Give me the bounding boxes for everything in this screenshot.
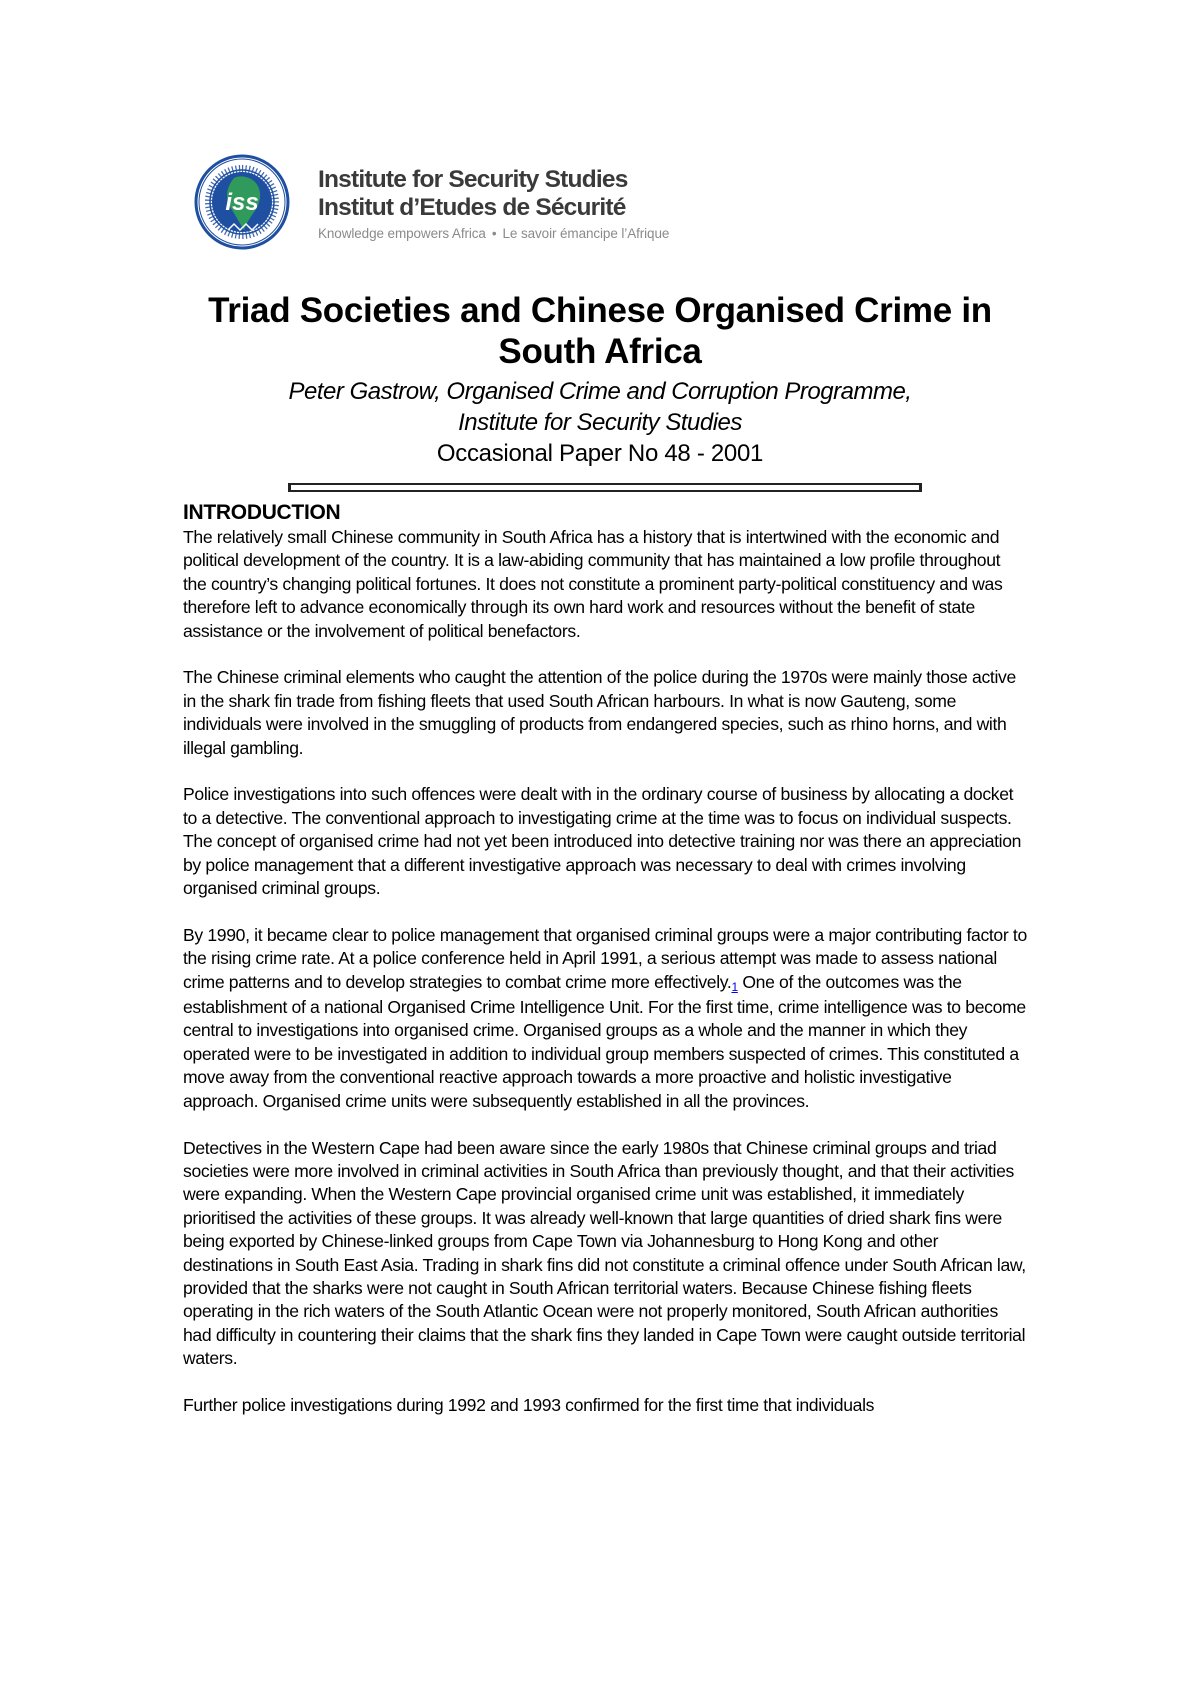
tagline-french: Le savoir émancipe l’Afrique — [502, 226, 670, 241]
institute-logo-block — [194, 150, 754, 250]
paragraph-4-part-1: By 1990, it became clear to police management that organised criminal groups were a major contributing factor to the rising crime rate. At a police conference held in April 1991, a serious attempt was made to assess national crime patterns and to develop strategies to combat crime more effectively. — [183, 924, 1027, 992]
series-line: Occasional Paper No 48 - 2001 — [436, 440, 764, 467]
tagline-separator-icon: • — [491, 226, 497, 241]
paragraph-1: The relatively small Chinese community in South Africa has a history that is intertwined with the economic and political development of the country. It is a law-abiding community that has maintained a low profile throughout the country’s changing political fortunes. It does not constitute a prominent party-political constituency and was therefore left to advance economically through its own hard work and resources without the benefit of state assistance or the involvement of political benefactors. — [183, 527, 1003, 641]
footnote-link-1[interactable]: 1 — [731, 979, 738, 994]
document-title: Triad Societies and Chinese Organised Crime in South Africa — [208, 291, 992, 371]
author-line-2: Institute for Security Studies — [458, 409, 742, 436]
organisation-names — [318, 166, 748, 244]
author-line — [160, 376, 1040, 438]
paragraph-4 — [183, 924, 1028, 1113]
org-name-english: Institute for Security Studies — [318, 166, 628, 193]
paragraph-4-part-2: One of the outcomes was the establishment of a national Organised Crime Intelligence Unit. For the first time, crime intelligence was to become central to investigations into organised crime. Organised groups as a whole and the manner in which they operated were to be investigated in addition to individual group members suspected of crimes. This constituted a move away from the conventional reactive approach towards a more proactive and holistic investigative approach. Organised crime units were subsequently established in all the provinces. — [183, 971, 1026, 1111]
document-body — [183, 500, 1028, 1441]
tagline-english: Knowledge empowers Africa — [318, 226, 486, 241]
title-divider — [288, 483, 922, 492]
paragraph-5: Detectives in the Western Cape had been aware since the early 1980s that Chinese criminal groups and triad societies were more involved in criminal activities in South Africa than previously thought, and that their activities were expanding. When the Western Cape provincial organised crime unit was established, it immediately prioritised the activities of these groups. It was already well-known that large quantities of dried shark fins were being exported by Chinese-linked groups from Cape Town via Johannesburg to Hong Kong and other destinations in South East Asia. Trading in shark fins did not constitute a criminal offence under South African law, provided that the sharks were not caught in South African territorial waters. Because Chinese fishing fleets operating in the rich waters of the South Atlantic Ocean were not properly monitored, South African authorities had difficulty in countering their claims that the shark fins they landed in Cape Town were caught outside territorial waters. — [183, 1137, 1026, 1369]
seal-text: iss — [225, 189, 259, 216]
title-block — [160, 290, 1040, 469]
paragraph-2: The Chinese criminal elements who caught the attention of the police during the 1970s were mainly those active in the shark fin trade from fishing fleets that used South African harbours. In what is now Gauteng, some individuals were involved in the smuggling of products from endangered species, such as rhino horns, and with illegal gambling. — [183, 667, 1016, 758]
paragraph-3: Police investigations into such offences were dealt with in the ordinary course of business by allocating a docket to a detective. The conventional approach to investigating crime at the time was to focus on individual suspects. The concept of organised crime had not yet been introduced into detective training nor was there an appreciation by police management that a different investigative approach was necessary to deal with crimes involving organised criminal groups. — [183, 784, 1022, 899]
paragraph-6: Further police investigations during 1992 and 1993 confirmed for the first time that individuals — [183, 1394, 875, 1415]
org-name-french: Institut d’Etudes de Sécurité — [318, 194, 626, 221]
author-line-1: Peter Gastrow, Organised Crime and Corruption Programme, — [288, 378, 912, 405]
section-heading-introduction: INTRODUCTION — [183, 501, 341, 524]
org-tagline — [318, 224, 748, 244]
iss-seal-logo — [194, 154, 290, 250]
